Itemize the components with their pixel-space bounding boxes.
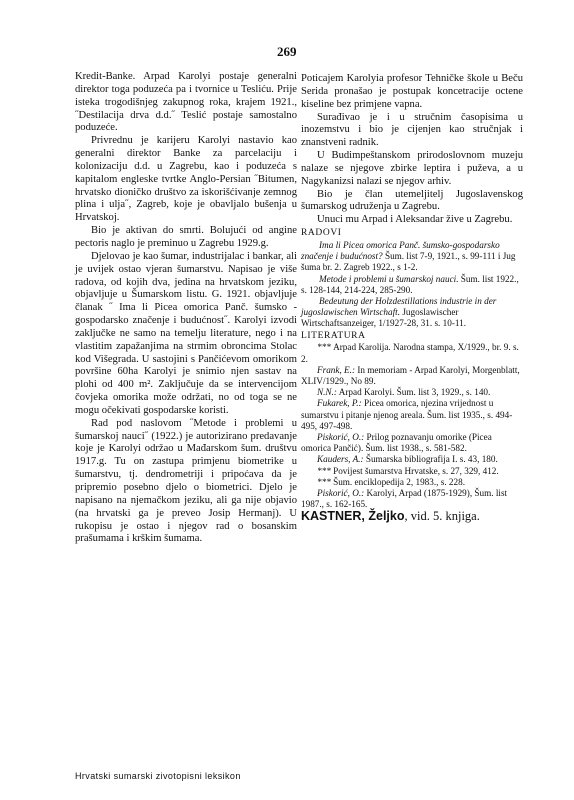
literatura-heading: LITERATURA (301, 330, 366, 341)
paragraph: Rad pod naslovom ˝Metode i problemi u šumarskoj nauci˝ (1922.) je autorizirano predavanje koje je Karolyi održao u Mađarskom šum. društvu 1917.g. Tu on zastupa primjenu biometrike u šumarstvu, tj. dendrometriji i pripoćava da je pripremio posebno djelo o biometrici. Djelo je napisano na njemačkom jeziku, ali ga nije objavio (na hrvatski ga je preveo Josip Hermanj). U rukopisu je ostao i njegov rad o bosanskim prašumama i krškim šumama. (75, 417, 297, 545)
work-source: Šum. list 1922., s. 128-144, 214-224, 285-290. (301, 273, 519, 295)
literature-reference (301, 488, 523, 510)
literature-text: Šum. enciklopedija 2, 1983., s. 228. (333, 476, 466, 487)
work-reference (301, 274, 523, 296)
paragraph: Unuci mu Arpad i Aleksandar žive u Zagrebu. (317, 214, 513, 226)
work-title: Bedeutung der Holzdestillations industrie in der jugoslawischen Wirtschaft. (301, 295, 497, 318)
paragraph: Kredit-Banke. Arpad Karolyi postaje generalni direktor toga poduzeća pa i tvornice u Tesliću. Prije isteka trogodišnjeg zakupnog roka, krajem 1921., ˝Destilacija drva d.d.˝ Teslić postaje samostalno poduzeće. (75, 71, 297, 134)
paragraph: U Budimpeštanskom prirodoslovnom muzeju nalaze se njegove zbirke leptira i puževa, a u Nagykanizsi nalazi se njegov arhiv. (301, 150, 523, 187)
work-source: Šum. list 7-9, 1921., s. 99-111 i Jug šuma br. 2. Zagreb 1922., s 1-2. (301, 251, 516, 273)
work-title: Metode i problemi u šumarskoj nauci. (319, 273, 459, 284)
literature-author: Kauders, A.: (317, 454, 364, 465)
paragraph: Djelovao je kao šumar, industrijalac i bankar, ali je uvijek ostao vjeran šumarstvu. Napisao je više radova, od kojih dva, jedina na hrvatskom jeziku, objavljuje u Šumarskom listu. G. 1921. objavljuje članak ˝ Ima li Picea omorica Panč. šumsko - gospodarsko značenje i budućnost˝. Karolyi izvodi zaključke ne samo na temelju literature, nego i na vlastitim zapažanjima na strmim obroncima Stolac kod Višegrada. U sastojini s Pančićevom omorikom površine 60ha Karolyi je snimio njen sastav na plohi od 400 m². Zaključuje da se intervencijom čovjeka omorika može održati, no od toga se ne mogu očekivati gospodarske koristi. (75, 250, 297, 416)
cross-reference-note: , vid. 5. knjiga. (404, 509, 480, 524)
literature-author: Piskorić, O.: (317, 432, 365, 443)
literature-reference (301, 454, 523, 465)
literature-text: Karolyi, Arpad (1875-1929), Šum. list 1987., s. 162-165. (301, 488, 508, 510)
page-number: 269 (277, 44, 297, 59)
work-reference (301, 296, 523, 330)
paragraph: Bio je član utemeljitelj Jugoslavenskog šumarskog udruženja u Zagrebu. (301, 188, 523, 213)
work-title: Ima li Picea omorica Panč. šumsko-gospodarsko značenje i budućnost? (301, 239, 500, 262)
literature-author: Piskorić, O.: (317, 488, 365, 499)
cross-reference-entry (301, 510, 523, 523)
left-column (75, 71, 297, 546)
literature-author: Frank, E.: (317, 364, 356, 375)
literature-reference (301, 466, 523, 477)
literature-author: *** (317, 465, 334, 476)
literature-reference (301, 342, 523, 364)
literature-text: Povijest šumarstva Hrvatske, s. 27, 329, 412. (333, 465, 499, 476)
paragraph: Privrednu je karijeru Karolyi nastavio kao generalni direktor Banke za parcelaciju i kolonizaciju d.d. u Zagrebu, kao i poduzeća s kapitalom engleske tvrtke Anglo-Persian ˝Bitumen, hrvatsko dioničko društvo za iskorišćivanje zemnog plina i ulja˝, Zagreb, koje je obavljalo bušenja u Hrvatskoj. (75, 135, 297, 224)
literature-text: Šumarska bibliografija I. s. 43, 180. (363, 454, 498, 465)
literature-reference (301, 365, 523, 387)
cross-reference-name: KASTNER, Željko (301, 509, 405, 524)
literature-author: N.N.: (317, 387, 337, 398)
work-source: Jugoslawischer Wirtschaftsanzeiger, 1/1927-28, 31. s. 10-11. (301, 307, 467, 329)
paragraph: Bio je aktivan do smrti. Bolujući od angine pectoris naglo je preminuo u Zagrebu 1929.g. (75, 225, 297, 249)
literature-reference (301, 398, 523, 432)
literature-text: Picea omorica, njezina vrijednost u sumarstvu i pitanje njenog areala. Šum. list 1935., s. 494-495, 497-498. (301, 398, 513, 431)
right-column (301, 73, 523, 523)
literature-text: Arpad Karolyi. Šum. list 3, 1929., s. 140. (336, 387, 491, 398)
literature-author: Fukarek, P.: (317, 398, 362, 409)
literature-reference (301, 477, 523, 488)
literature-reference (301, 432, 523, 454)
literature-reference (301, 387, 523, 398)
radovi-heading: RADOVI (301, 228, 342, 239)
literature-author: *** (317, 342, 334, 353)
paragraph: Poticajem Karolyia profesor Tehničke škole u Beču Serida pronašao je postupak koncetracije octene kiseline bez primjene vapna. (301, 73, 523, 110)
work-reference (301, 240, 523, 274)
literature-text: Arpad Karolija. Narodna stampa, X/1929., br. 9. s. 2. (301, 342, 519, 364)
paragraph: Surađivao je i u stručnim časopisima u inozemstvu i bio je cijenjen kao stručnjak i znanstveni radnik. (301, 111, 523, 149)
literature-text: Prilog poznavanju omorike (Picea omorica Pančić). Šum. list 1938., s. 581-582. (301, 432, 492, 454)
literature-text: In memoriam - Arpad Karolyi, Morgenblatt, XLIV/1929., No 89. (301, 364, 520, 387)
literature-author: *** (317, 476, 334, 487)
page-footer: Hrvatski sumarski zivotopisni leksikon (75, 771, 241, 781)
